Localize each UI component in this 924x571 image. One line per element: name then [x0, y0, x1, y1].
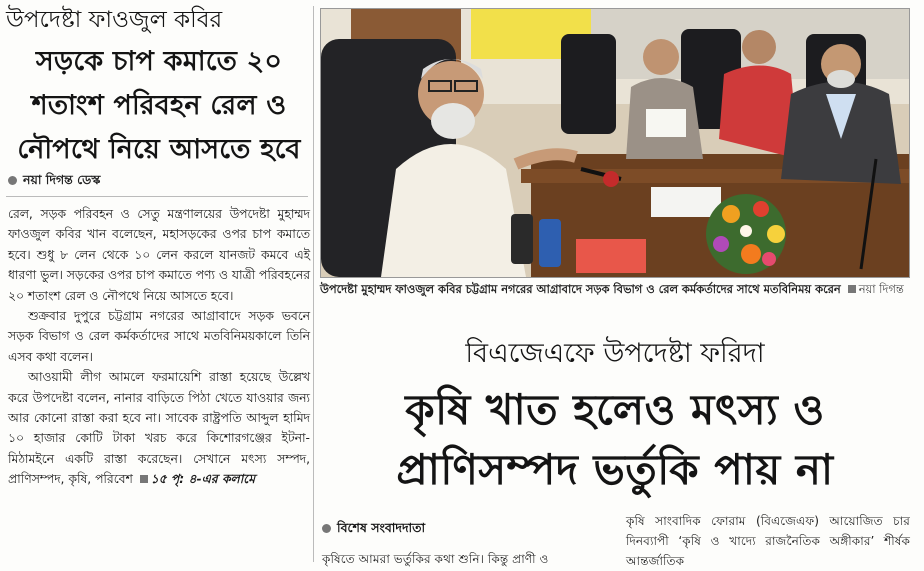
story2-body-left: কৃষিতে আমরা ভর্তুকির কথা শুনি। কিন্তু প্রাণী ও [322, 552, 549, 566]
photo-credit: নয়া দিগন্ত [858, 282, 904, 296]
story2-headline-line: প্রাণিসম্পদ ভর্তুকি পায় না [396, 445, 834, 494]
bullet-dot-icon [322, 524, 331, 533]
story1-headline-line: শতাংশ পরিবহন রেল ও [31, 90, 287, 121]
story1-byline [8, 172, 100, 192]
story2-headline [318, 380, 912, 500]
story1-paragraph: শুক্রবার দুপুরে চট্টগ্রাম নগরের আগ্রাবাদে সড়ক ভবনে সড়ক বিভাগ ও রেল কর্মকর্তাদের সাথে মতবিনিময়কালে তিনি এসব কথা বলেন। [8, 309, 310, 364]
story1-headline [4, 40, 314, 172]
story2-byline-text: বিশেষ সংবাদদাতা [337, 520, 426, 535]
story1-paragraph [8, 367, 310, 489]
story1-byline-text: নয়া দিগন্ত ডেস্ক [23, 172, 101, 187]
story2-byline [322, 520, 425, 540]
meeting-photo-illustration [321, 9, 909, 277]
story1-kicker: উপদেষ্টা ফাওজুল কবির [6, 7, 223, 33]
story1-paragraph: রেল, সড়ক পরিবহন ও সেতু মন্ত্রণালয়ের উপদেষ্টা মুহাম্মদ ফাওজুল কবির খান বলেছেন, মহাসড়কের ওপর চাপ কমাতে হবে। শুধু ৮ লেন থেকে ১০ লেন করলে যানজট কমবে এই ধারণা ভুল। সড়কের ওপর চাপ কমাতে পণ্য ও যাত্রী পরিবহনের ২০ শতাংশ রেল ও নৌপথে নিয়ে আসতে হবে। [8, 207, 310, 303]
story1-continuation[interactable]: ১৫ পৃ: ৪-এর কলামে [150, 472, 256, 487]
story2-headline-line: কৃষি খাত হলেও মৎস্য ও [405, 385, 825, 434]
divider [6, 196, 308, 197]
bullet-dot-icon [8, 176, 17, 185]
photo-caption [320, 280, 912, 299]
column-divider [313, 6, 314, 562]
story1-headline-line: সড়কে চাপ কমাতে ২০ [35, 46, 283, 77]
news-photo [320, 8, 910, 278]
story1-headline-line: নৌপথে নিয়ে আসতে হবে [17, 134, 301, 165]
story1-body [8, 204, 310, 490]
photo-caption-text: উপদেষ্টা মুহাম্মদ ফাওজুল কবির চট্টগ্রাম নগরের আগ্রাবাদে সড়ক বিভাগ ও রেল কর্মকর্তাদের সাথে মতবিনিময় করেন [320, 282, 841, 296]
story2-kicker: বিএজেএফে উপদেষ্টা ফরিদা [465, 338, 765, 369]
credit-square-icon [848, 285, 856, 293]
continuation-square-icon [140, 475, 148, 483]
story2-body-right: কৃষি সাংবাদিক ফোরাম (বিএজেএফ) আয়োজিত চার দিনব্যাপী ‘কৃষি ও খাদ্যে রাজনৈতিক অঙ্গীকার’ শীর্ষক আন্তর্জাতিক [626, 514, 910, 568]
story1-paragraph-text: আওয়ামী লীগ আমলে ফরমায়েশি রাস্তা হয়েছে উল্লেখ করে উপদেষ্টা বলেন, নানার বাড়িতে পিঠা খেতে যাওয়ার জন্য আর কোনো রাস্তা করা হবে না। সাবেক রাষ্ট্রপতি আব্দুল হামিদ ১০ হাজার কোটি টাকা খরচ করে কিশোরগঞ্জের ইটনা-মিঠামইনে একটি রাস্তা করেছেন। সেখানে মৎস্য সম্পদ, প্রাণিসম্পদ, কৃষি, পরিবেশ [8, 370, 310, 487]
